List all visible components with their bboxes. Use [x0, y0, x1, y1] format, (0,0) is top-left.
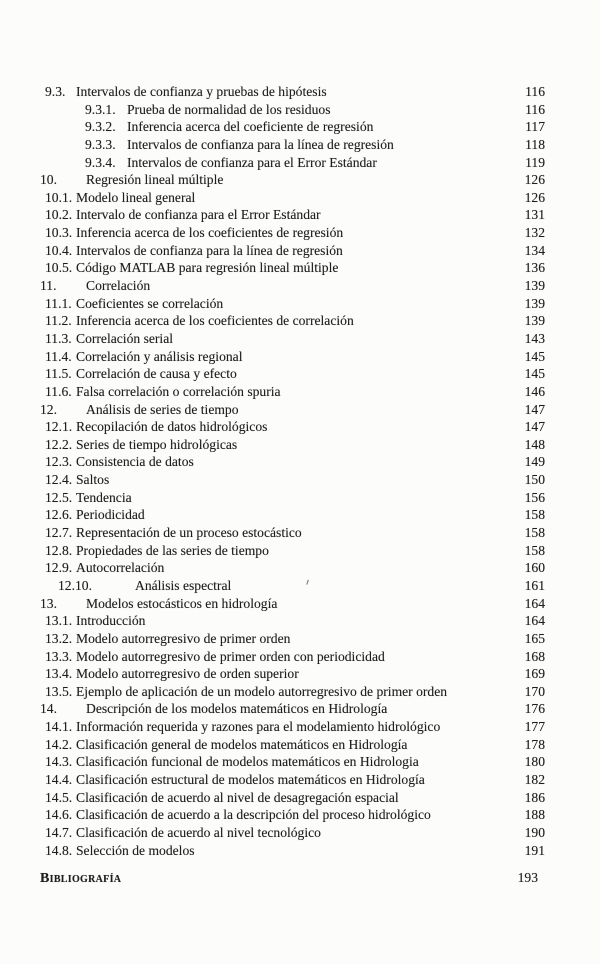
table-of-contents [40, 83, 545, 859]
toc-entry-number: 14.5. [45, 789, 73, 805]
bibliography-label: Bibliografía [40, 871, 122, 886]
toc-entry [45, 312, 545, 330]
toc-entry-title: Análisis de series de tiempo [86, 401, 239, 417]
toc-entry-page: 156 [524, 489, 545, 505]
toc-entry-title: Periodicidad [76, 507, 145, 523]
toc-entry-title: Modelo lineal general [76, 189, 196, 205]
toc-entry [45, 242, 545, 260]
toc-entry-number: 11.2. [45, 313, 72, 329]
toc-entry-title: Series de tiempo hidrológicas [76, 436, 238, 452]
toc-entry-number: 14.2. [45, 736, 73, 752]
toc-entry-page: 158 [524, 542, 545, 558]
toc-entry-number: 13. [40, 595, 57, 611]
toc-entry-title: Clasificación general de modelos matemáticos en Hidrología [76, 736, 408, 752]
toc-entry [45, 559, 545, 577]
toc-entry [45, 471, 545, 489]
toc-entry-title: Inferencia acerca del coeficiente de regresión [127, 119, 374, 135]
toc-entry-number: 12.1. [45, 419, 73, 435]
toc-entry [85, 118, 545, 136]
toc-entry [45, 648, 545, 666]
toc-entry-page: 143 [524, 330, 545, 346]
toc-entry [45, 383, 545, 401]
toc-entry [45, 506, 545, 524]
toc-entry-number: 9.3.2. [85, 119, 116, 135]
toc-entry-title: Clasificación de acuerdo al nivel tecnológico [76, 824, 321, 840]
toc-entry-page: 139 [524, 295, 545, 311]
toc-entry-title: Regresión lineal múltiple [86, 172, 224, 188]
toc-entry-page: 178 [524, 736, 545, 752]
toc-entry-number: 14.7. [45, 824, 73, 840]
toc-entry-page: 191 [524, 842, 545, 858]
toc-entry-page: 116 [525, 84, 545, 99]
toc-entry-page: 182 [524, 771, 545, 787]
toc-entry-title: Representación de un proceso estocástico [76, 525, 302, 541]
toc-entry-page: 139 [524, 278, 545, 294]
toc-entry-title: Falsa correlación o correlación spuria [76, 383, 281, 399]
toc-entry-number: 11.5. [45, 366, 72, 382]
toc-entry-title: Inferencia acerca de los coeficientes de correlación [76, 313, 354, 329]
toc-entry [45, 771, 545, 789]
bibliography-row [40, 870, 538, 887]
toc-entry-number: 12.8. [45, 542, 73, 558]
toc-entry-number: 11.6. [45, 383, 72, 399]
toc-entry-page: 119 [525, 154, 545, 170]
toc-entry [40, 595, 545, 613]
toc-entry [45, 295, 545, 313]
toc-entry-title: Intervalos de confianza para la línea de regresión [76, 242, 343, 258]
toc-entry-number: 13.2. [45, 630, 73, 646]
toc-entry-page: 117 [525, 119, 545, 135]
toc-entry-page: 180 [524, 754, 545, 770]
toc-entry-page: 148 [524, 436, 545, 452]
toc-entry-page: 158 [524, 507, 545, 523]
toc-entry-number: 12. [40, 401, 57, 417]
toc-entry-title: Tendencia [76, 489, 132, 505]
toc-entry-page: 118 [525, 136, 545, 152]
toc-entry-number: 11.4. [45, 348, 72, 364]
toc-entry-number: 12.9. [45, 560, 73, 576]
toc-entry-page: 131 [524, 207, 545, 223]
toc-entry-page: 149 [524, 454, 545, 470]
toc-entry-title: Modelo autorregresivo de primer orden con periodicidad [76, 648, 385, 664]
toc-entry [45, 348, 545, 366]
toc-entry [45, 489, 545, 507]
toc-entry-number: 14.6. [45, 807, 73, 823]
toc-entry [45, 718, 545, 736]
toc-entry-number: 10. [40, 172, 57, 188]
toc-entry-title: Correlación [86, 278, 151, 294]
toc-entry-number: 13.5. [45, 683, 73, 699]
toc-entry [45, 524, 545, 542]
toc-entry-page: 176 [524, 701, 545, 717]
toc-entry [45, 189, 545, 207]
toc-entry-number: 10.3. [45, 225, 73, 241]
toc-entry [45, 224, 545, 242]
toc-entry [45, 630, 545, 648]
toc-entry-title: Autocorrelación [76, 560, 165, 576]
toc-entry-title: Correlación serial [76, 330, 174, 346]
toc-entry-number: 9.3.1. [85, 101, 116, 117]
toc-entry-page: 170 [524, 683, 545, 699]
toc-entry-page: 116 [525, 101, 545, 117]
toc-entry-title: Clasificación de acuerdo al nivel de desagregación espacial [76, 789, 399, 805]
toc-entry [45, 753, 545, 771]
toc-entry-number: 12.6. [45, 507, 73, 523]
toc-entry-title: Modelo autorregresivo de orden superior [76, 666, 299, 682]
toc-entry-page: 158 [524, 525, 545, 541]
toc-entry-title: Saltos [76, 472, 110, 488]
toc-entry-title: Prueba de normalidad de los residuos [127, 101, 331, 117]
toc-entry-title: Selección de modelos [76, 842, 195, 858]
toc-entry-number: 11.1. [45, 295, 72, 311]
toc-entry [45, 683, 545, 701]
toc-entry-number: 12.2. [45, 436, 73, 452]
toc-entry-page: 126 [524, 172, 545, 188]
toc-entry-number: 14.3. [45, 754, 73, 770]
toc-entry-number: 14. [40, 701, 57, 717]
toc-entry-page: 146 [524, 383, 545, 399]
toc-entry-page: 132 [524, 225, 545, 241]
toc-entry-page: 177 [524, 719, 545, 735]
toc-entry-number: 10.1. [45, 189, 73, 205]
toc-entry-page: 186 [524, 789, 545, 805]
toc-entry-number: 12.10. [58, 577, 92, 593]
toc-entry-page: 145 [524, 348, 545, 364]
toc-entry [40, 401, 545, 419]
toc-entry [45, 365, 545, 383]
toc-entry-title: Descripción de los modelos matemáticos en Hidrología [86, 701, 388, 717]
toc-entry [58, 577, 545, 595]
toc-entry-page: 147 [524, 419, 545, 435]
toc-entry-page: 145 [524, 366, 545, 382]
toc-entry-number: 12.7. [45, 525, 73, 541]
toc-entry [85, 154, 545, 172]
toc-entry-title: Código MATLAB para regresión lineal múltiple [76, 260, 339, 276]
toc-entry [45, 418, 545, 436]
toc-entry-page: 164 [524, 613, 545, 629]
toc-entry-page: 169 [524, 666, 545, 682]
toc-entry-page: 126 [524, 189, 545, 205]
toc-entry [40, 171, 545, 189]
bibliography-page: 193 [517, 870, 538, 885]
toc-entry [85, 101, 545, 119]
toc-entry [85, 136, 545, 154]
toc-entry-title: Intervalos de confianza y pruebas de hipótesis [76, 84, 327, 99]
toc-entry-title: Coeficientes se correlación [76, 295, 224, 311]
toc-entry-title: Correlación y análisis regional [76, 348, 243, 364]
toc-entry-title: Propiedades de las series de tiempo [76, 542, 269, 558]
toc-entry [45, 612, 545, 630]
toc-entry [45, 83, 545, 101]
toc-entry [45, 842, 545, 860]
toc-entry [45, 806, 545, 824]
toc-entry-title: Clasificación funcional de modelos matemáticos en Hidrologia [76, 754, 419, 770]
toc-entry-title: Clasificación de acuerdo a la descripción del proceso hidrológico [76, 807, 431, 823]
toc-entry-number: 13.4. [45, 666, 73, 682]
toc-entry [40, 700, 545, 718]
toc-entry-page: 188 [524, 807, 545, 823]
toc-entry-number: 12.3. [45, 454, 73, 470]
toc-entry-number: 10.5. [45, 260, 73, 276]
toc-entry-number: 11. [40, 278, 57, 294]
toc-entry [45, 736, 545, 754]
toc-entry-title: Análisis espectral [135, 577, 232, 593]
toc-entry [45, 665, 545, 683]
toc-entry-title: Correlación de causa y efecto [76, 366, 237, 382]
toc-entry-page: 165 [524, 630, 545, 646]
toc-entry [45, 542, 545, 560]
toc-entry-number: 9.3.3. [85, 136, 116, 152]
toc-entry [45, 824, 545, 842]
toc-entry-title: Consistencia de datos [76, 454, 194, 470]
toc-entry-number: 14.4. [45, 771, 73, 787]
toc-entry-page: 160 [524, 560, 545, 576]
toc-entry-title: Introducción [76, 613, 146, 629]
toc-entry-page: 136 [524, 260, 545, 276]
toc-entry-title: Intervalos de confianza para el Error Estándar [127, 154, 377, 170]
toc-entry [40, 277, 545, 295]
toc-entry-title: Intervalo de confianza para el Error Estándar [76, 207, 321, 223]
toc-entry-page: 134 [524, 242, 545, 258]
toc-entry-title: Intervalos de confianza para la línea de regresión [127, 136, 394, 152]
toc-entry [45, 259, 545, 277]
toc-entry-title: Clasificación estructural de modelos matemáticos en Hidrología [76, 771, 425, 787]
toc-entry-title: Inferencia acerca de los coeficientes de regresión [76, 225, 344, 241]
toc-entry-page: 164 [524, 595, 545, 611]
toc-entry-number: 12.4. [45, 472, 73, 488]
toc-entry-number: 14.1. [45, 719, 73, 735]
toc-entry-number: 12.5. [45, 489, 73, 505]
toc-entry [45, 436, 545, 454]
toc-entry [45, 789, 545, 807]
toc-entry [45, 206, 545, 224]
toc-entry-title: Recopilación de datos hidrológicos [76, 419, 268, 435]
toc-entry-number: 13.3. [45, 648, 73, 664]
toc-entry-number: 9.3. [45, 84, 66, 99]
toc-entry-number: 13.1. [45, 613, 73, 629]
toc-entry [45, 330, 545, 348]
toc-entry-number: 10.2. [45, 207, 73, 223]
toc-entry [45, 453, 545, 471]
toc-entry-page: 161 [524, 577, 545, 593]
toc-entry-number: 10.4. [45, 242, 73, 258]
toc-entry-title: Modelo autorregresivo de primer orden [76, 630, 291, 646]
toc-entry-page: 190 [524, 824, 545, 840]
toc-entry-number: 11.3. [45, 330, 72, 346]
toc-entry-title: Modelos estocásticos en hidrología [86, 595, 278, 611]
toc-entry-page: 150 [524, 472, 545, 488]
toc-entry-page: 168 [524, 648, 545, 664]
toc-entry-title: Ejemplo de aplicación de un modelo autorregresivo de primer orden [76, 683, 448, 699]
toc-entry-title: Información requerida y razones para el modelamiento hidrológico [76, 719, 441, 735]
toc-entry-number: 14.8. [45, 842, 73, 858]
toc-entry-page: 139 [524, 313, 545, 329]
toc-entry-page: 147 [524, 401, 545, 417]
toc-entry-number: 9.3.4. [85, 154, 116, 170]
